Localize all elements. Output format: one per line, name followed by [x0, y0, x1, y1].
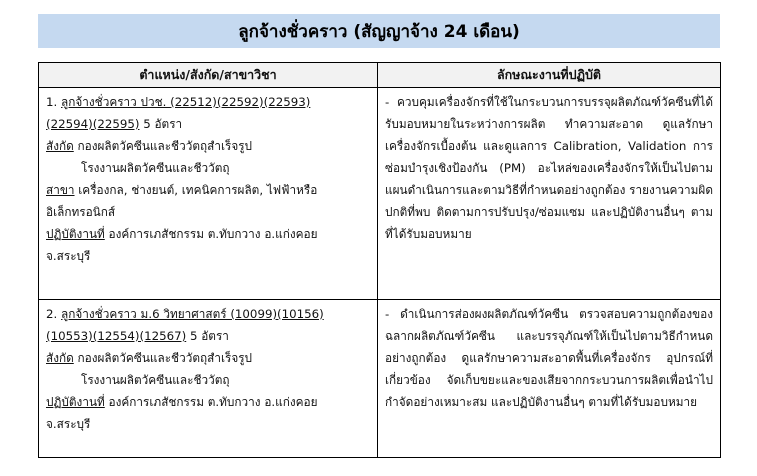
field-value-cont: อิเล็กทรอนิกส์	[46, 205, 116, 219]
table-header-row	[39, 63, 721, 88]
column-header-position: ตำแหน่ง/สังกัด/สาขาวิชา	[39, 63, 378, 88]
affiliation-sub: โรงงานผลิตวัคซีนและชีววัตถุ	[81, 373, 230, 387]
affiliation-value: กองผลิตวัคซีนและชีววัตถุสำเร็จรูป	[73, 351, 253, 365]
table-row	[39, 300, 721, 458]
workplace-label: ปฏิบัติงานที่	[46, 227, 105, 241]
position-codes: (22594)(22595)	[46, 117, 140, 131]
table-row	[39, 88, 721, 300]
page-title-banner	[38, 14, 720, 48]
column-header-duties: ลักษณะงานที่ปฏิบัติ	[378, 63, 721, 88]
affiliation-sub: โรงงานผลิตวัคซีนและชีววัตถุ	[81, 161, 230, 175]
duties-cell: - ดำเนินการส่องผงผลิตภัณฑ์วัคซีน ตรวจสอบความถูกต้องของฉลากผลิตภัณฑ์วัคซีน และบรรจุภัณฑ์ให้เป็นไปตามวิธีกำหนดอย่างถูกต้อง ดูแลรักษาความสะอาดพื้นที่เครื่องจักร อุปกรณ์ที่เกี่ยวข้อง จัดเก็บขยะและของเสียจากกระบวนการผลิตเพื่อนำไปกำจัดอย่างเหมาะสม และปฏิบัติงานอื่นๆ ตามที่ได้รับมอบหมาย	[378, 300, 721, 458]
field-line	[46, 179, 370, 201]
affiliation-line	[46, 135, 370, 157]
workplace-line	[46, 391, 370, 413]
position-codes: (10553)(12554)(12567)	[46, 329, 187, 343]
position-number: 2.	[46, 307, 62, 321]
affiliation-label: สังกัด	[46, 139, 74, 153]
position-title: ลูกจ้างชั่วคราว ม.6 วิทยาศาสตร์ (10099)(10156)	[61, 307, 324, 321]
workplace-province: จ.สระบุรี	[46, 417, 91, 431]
position-codes-line	[46, 325, 370, 347]
workplace-label: ปฏิบัติงานที่	[46, 395, 105, 409]
affiliation-line	[46, 347, 370, 369]
position-count: 5 อัตรา	[139, 117, 183, 131]
workplace-province: จ.สระบุรี	[46, 249, 91, 263]
workplace-line	[46, 223, 370, 245]
position-count: 5 อัตรา	[186, 329, 229, 343]
duties-cell: - ควบคุมเครื่องจักรที่ใช้ในกระบวนการบรรจุผลิตภัณฑ์วัคซีนที่ได้รับมอบหมายในระหว่างการผลิต ทำความสะอาด ดูแลรักษาเครื่องจักรเบื้องต้น และดูแลการ Calibration, Validation การซ่อมบำรุงเชิงป้องกัน (PM) อะไหล่ของเครื่องจักรให้เป็นไปตามแผนดำเนินการและตามวิธีที่กำหนดอย่างถูกต้อง รายงานความผิดปกติที่พบ ติดตามการปรับปรุง/ซ่อมแซม และปฏิบัติงานอื่นๆ ตามที่ได้รับมอบหมาย	[378, 88, 721, 300]
affiliation-label: สังกัด	[46, 351, 74, 365]
field-value: เครื่องกล, ช่างยนต์, เทคนิคการผลิต, ไฟฟ้าหรือ	[74, 183, 318, 197]
affiliation-value: กองผลิตวัคซีนและชีววัตถุสำเร็จรูป	[73, 139, 253, 153]
page-title: ลูกจ้างชั่วคราว (สัญญาจ้าง 24 เดือน)	[238, 21, 520, 42]
job-positions-table	[38, 62, 721, 458]
field-label: สาขา	[46, 183, 75, 197]
position-title-line	[46, 91, 370, 113]
position-codes-line	[46, 113, 370, 135]
position-title: ลูกจ้างชั่วคราว ปวช. (22512)(22592)(22593)	[61, 95, 311, 109]
workplace-value: องค์การเภสัชกรรม ต.ทับกวาง อ.แก่งคอย	[104, 227, 318, 241]
workplace-value: องค์การเภสัชกรรม ต.ทับกวาง อ.แก่งคอย	[104, 395, 318, 409]
position-title-line	[46, 303, 370, 325]
position-cell	[39, 88, 378, 300]
position-cell	[39, 300, 378, 458]
position-number: 1.	[46, 95, 62, 109]
